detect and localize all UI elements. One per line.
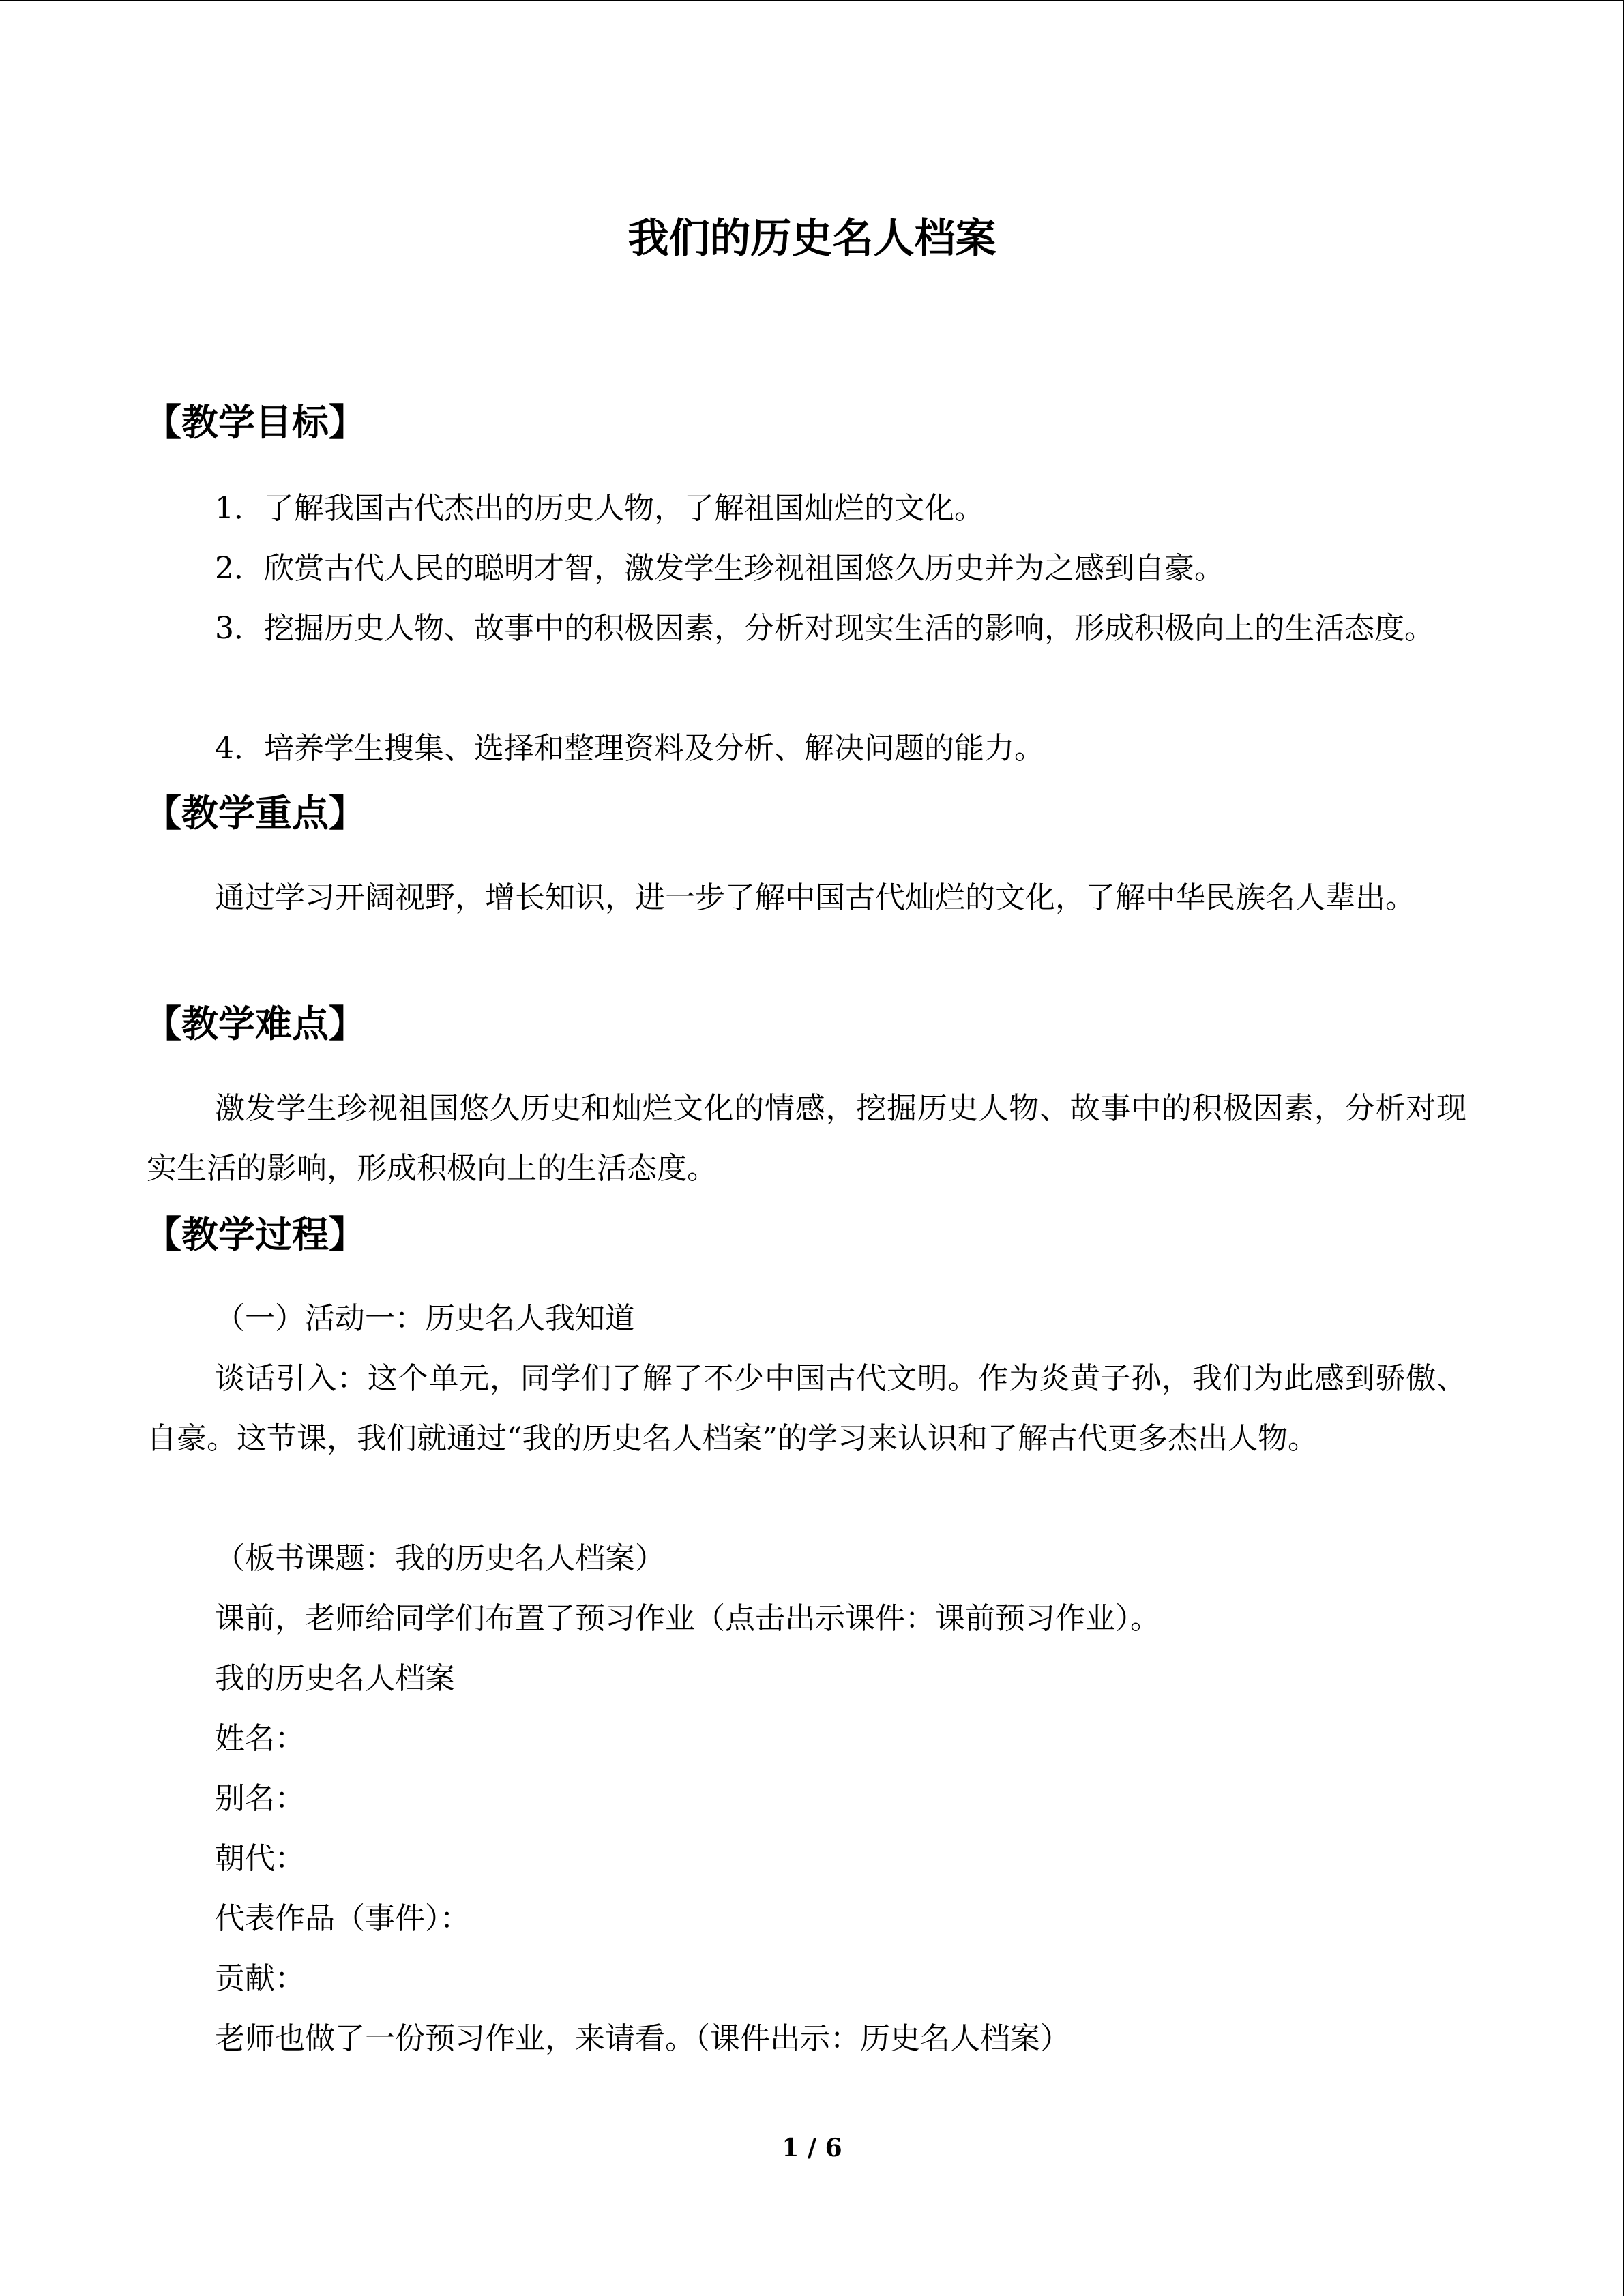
board-note: （板书课题：我的历史名人档案） — [215, 1541, 665, 1576]
heading-teaching-goals: 【教学目标】 — [145, 401, 366, 444]
form-field-name: 姓名： — [215, 1721, 305, 1756]
goal-item-2: 2．欣赏古代人民的聪明才智，激发学生珍视祖国悠久历史并为之感到自豪。 — [215, 551, 1224, 586]
heading-teaching-process: 【教学过程】 — [145, 1213, 366, 1256]
document-title: 我们的历史名人档案 — [628, 215, 996, 263]
form-field-contribution: 贡献： — [215, 1961, 305, 1996]
closing-note: 老师也做了一份预习作业，来请看。（课件出示：历史名人档案） — [215, 2021, 1070, 2056]
form-field-dynasty: 朝代： — [215, 1841, 305, 1876]
goal-item-4: 4．培养学生搜集、选择和整理资料及分析、解决问题的能力。 — [215, 731, 1044, 766]
activity-one-title: （一）活动一：历史名人我知道 — [215, 1301, 635, 1336]
form-field-alias: 别名： — [215, 1781, 305, 1816]
goal-item-3: 3．挖掘历史人物、故事中的积极因素，分析对现实生活的影响，形成积极向上的生活态度。 — [215, 611, 1434, 646]
goal-item-1: 1．了解我国古代杰出的历史人物，了解祖国灿烂的文化。 — [215, 491, 984, 526]
intro-paragraph: 谈话引入：这个单元，同学们了解了不少中国古代文明。作为炎黄子孙，我们为此感到骄傲、自豪。这节课，我们就通过“我的历史名人档案”的学习来认识和了解古代更多杰出人物。 — [147, 1361, 1466, 1456]
homework-note: 课前，老师给同学们布置了预习作业（点击出示课件：课前预习作业）。 — [215, 1601, 1160, 1636]
difficulties-text: 激发学生珍视祖国悠久历史和灿烂文化的情感，挖掘历史人物、故事中的积极因素，分析对现实生活的影响，形成积极向上的生活态度。 — [147, 1091, 1466, 1186]
page-number: 1 / 6 — [782, 2134, 842, 2162]
heading-key-points: 【教学重点】 — [145, 792, 366, 835]
form-field-works: 代表作品（事件）： — [215, 1901, 470, 1936]
heading-difficulties: 【教学难点】 — [145, 1002, 366, 1045]
key-points-text: 通过学习开阔视野，增长知识，进一步了解中国古代灿烂的文化，了解中华民族名人辈出。 — [215, 880, 1415, 915]
form-title: 我的历史名人档案 — [215, 1661, 455, 1696]
